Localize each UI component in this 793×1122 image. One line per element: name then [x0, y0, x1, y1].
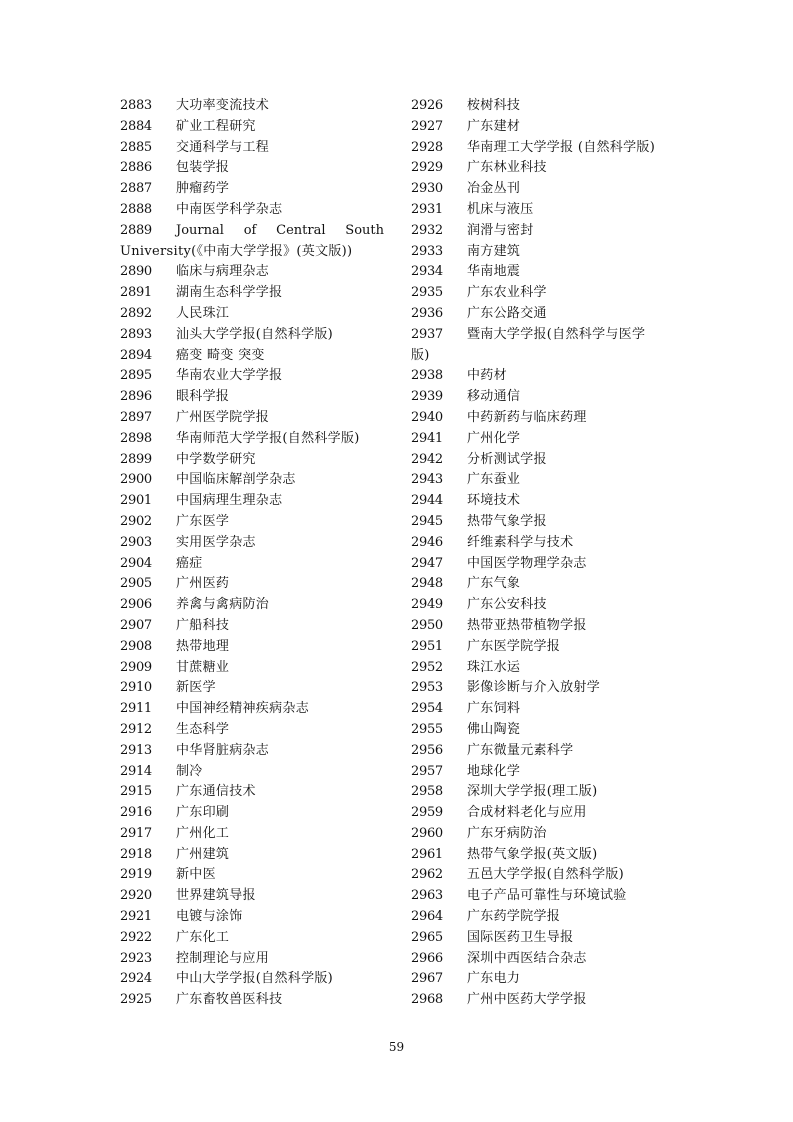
entry-number: 2902: [120, 513, 152, 529]
journal-title: 广船科技: [176, 617, 230, 633]
journal-entry: [120, 595, 385, 616]
journal-entry: [411, 720, 676, 741]
journal-entry: [120, 616, 385, 637]
journal-title: 广州医学院学报: [176, 409, 270, 425]
journal-title: 电镀与涂饰: [176, 909, 243, 925]
journal-entry: [411, 200, 676, 221]
journal-title: 中国临床解剖学杂志: [176, 472, 296, 488]
entry-number: 2945: [411, 513, 443, 529]
entry-number: 2906: [120, 597, 152, 613]
entry-number: 2885: [120, 139, 152, 155]
journal-entry: [411, 408, 676, 429]
journal-title: 五邑大学学报(自然科学版): [467, 867, 625, 883]
journal-entry: [411, 782, 676, 803]
journal-title: 中国医学物理学杂志: [467, 555, 587, 571]
entry-number: 2919: [120, 867, 152, 883]
entry-number: 2900: [120, 472, 152, 488]
journal-entry: [411, 491, 676, 512]
journal-entry: [120, 96, 385, 117]
entry-number: 2918: [120, 846, 152, 862]
entry-number: 2960: [411, 825, 443, 841]
entry-number: 2955: [411, 721, 443, 737]
journal-entry: [411, 886, 676, 907]
journal-entry: [120, 200, 385, 221]
entry-number: 2962: [411, 867, 443, 883]
journal-entry: [411, 616, 676, 637]
journal-entry: [120, 741, 385, 762]
entry-number: 2920: [120, 888, 152, 904]
journal-title: 癌症: [176, 555, 203, 571]
journal-entry: [120, 803, 385, 824]
entry-number: 2893: [120, 326, 152, 342]
entry-number: 2912: [120, 721, 152, 737]
journal-entry: [120, 408, 385, 429]
journal-title: 纤维素科学与技术: [467, 534, 574, 550]
journal-entry: [411, 117, 676, 138]
entry-number: 2907: [120, 617, 152, 633]
journal-entry: [120, 782, 385, 803]
journal-title: 南方建筑: [467, 243, 521, 259]
entry-number: 2943: [411, 472, 443, 488]
journal-entry: [411, 678, 676, 699]
journal-entry: [120, 949, 385, 970]
journal-entry: [120, 429, 385, 450]
right-journal-list: [411, 96, 676, 1011]
journal-entry: [411, 387, 676, 408]
journal-title: 广东气象: [467, 576, 521, 592]
journal-title: 肿瘤药学: [176, 181, 230, 197]
entry-number: 2933: [411, 243, 443, 259]
journal-entry: [411, 699, 676, 720]
journal-entry: [120, 366, 385, 387]
entry-number: 2939: [411, 389, 443, 405]
journal-title: 新中医: [176, 867, 216, 883]
journal-title: 移动通信: [467, 389, 521, 405]
journal-title: 养禽与禽病防治: [176, 597, 270, 613]
journal-title: 华南理工大学学报 (自然科学版): [467, 139, 656, 155]
entry-number: 2921: [120, 909, 152, 925]
journal-entry: [120, 865, 385, 886]
journal-title: 广东通信技术: [176, 784, 256, 800]
entry-number: 2909: [120, 659, 152, 675]
journal-title: 中药新药与临床药理: [467, 409, 587, 425]
journal-title: 广州中医药大学学报: [467, 992, 587, 1008]
entry-number: 2915: [120, 784, 152, 800]
entry-number: 2897: [120, 409, 152, 425]
entry-number: 2911: [120, 701, 152, 717]
journal-entry: [411, 845, 676, 866]
journal-title: 新医学: [176, 680, 216, 696]
journal-title: 热带气象学报: [467, 513, 547, 529]
journal-entry: [411, 470, 676, 491]
journal-title: 广东医学: [176, 513, 230, 529]
journal-title: 冶金丛刊: [467, 181, 521, 197]
entry-number: 2959: [411, 805, 443, 821]
journal-title: 世界建筑导报: [176, 888, 256, 904]
entry-number: 2889: [120, 222, 152, 238]
journal-title: 广东蚕业: [467, 472, 521, 488]
journal-title: 电子产品可靠性与环境试验: [467, 888, 627, 904]
journal-title: 佛山陶瓷: [467, 721, 521, 737]
journal-title: 机床与液压: [467, 201, 534, 217]
journal-entry: [411, 366, 676, 387]
entry-number: 2954: [411, 701, 443, 717]
entry-number: 2963: [411, 888, 443, 904]
journal-title: 地球化学: [467, 763, 521, 779]
entry-number: 2922: [120, 929, 152, 945]
journal-entry: [411, 262, 676, 283]
journal-entry: [120, 762, 385, 783]
entry-number: 2966: [411, 950, 443, 966]
journal-entry: [411, 865, 676, 886]
journal-entry: [120, 325, 385, 346]
journal-entry: [411, 283, 676, 304]
journal-entry: [120, 824, 385, 845]
entry-number: 2887: [120, 181, 152, 197]
journal-entry: [120, 138, 385, 159]
entry-number: 2942: [411, 451, 443, 467]
journal-entry: [120, 283, 385, 304]
journal-title: 广东微量元素科学: [467, 742, 574, 758]
journal-entry: [411, 637, 676, 658]
journal-title: 广东印刷: [176, 805, 230, 821]
journal-entry: [411, 741, 676, 762]
journal-entry: [120, 262, 385, 283]
journal-title: 大功率变流技术: [176, 98, 270, 113]
entry-number: 2940: [411, 409, 443, 425]
journal-title: 广东药学院学报: [467, 909, 561, 925]
entry-number: 2917: [120, 825, 152, 841]
entry-number: 2938: [411, 368, 443, 384]
journal-entry: [411, 179, 676, 200]
journal-title: 包装学报: [176, 160, 230, 176]
journal-entry: [120, 450, 385, 471]
journal-entry: [120, 221, 385, 242]
journal-entry: [120, 969, 385, 990]
entry-number: 2898: [120, 430, 152, 446]
journal-title: 中华肾脏病杂志: [176, 742, 270, 758]
journal-entry: [411, 242, 676, 263]
journal-title: 广东饲料: [467, 701, 521, 717]
journal-title: 深圳中西医结合杂志: [467, 950, 587, 966]
entry-number: 2888: [120, 201, 152, 217]
entry-number: 2941: [411, 430, 443, 446]
journal-entry: [411, 450, 676, 471]
journal-title: 广东建材: [467, 118, 521, 134]
journal-entry: [120, 637, 385, 658]
entry-number: 2967: [411, 971, 443, 987]
journal-title: 实用医学杂志: [176, 534, 256, 550]
journal-title: 中国神经精神疾病杂志: [176, 701, 310, 717]
entry-number: 2908: [120, 638, 152, 654]
journal-title: 人民珠江: [176, 305, 230, 321]
entry-number: 2930: [411, 181, 443, 197]
entry-number: 2903: [120, 534, 152, 550]
journal-title: 广州化学: [467, 430, 521, 446]
journal-entry: [411, 304, 676, 325]
entry-number: 2952: [411, 659, 443, 675]
journal-title: 环境技术: [467, 493, 521, 509]
journal-entry: [411, 762, 676, 783]
journal-entry: [120, 242, 385, 263]
entry-number: 2892: [120, 305, 152, 321]
journal-entry: [120, 533, 385, 554]
entry-number: 2895: [120, 368, 152, 384]
entry-number: 2928: [411, 139, 443, 155]
entry-number: 2916: [120, 805, 152, 821]
journal-entry: [411, 138, 676, 159]
journal-title: 中南医学科学杂志: [176, 201, 283, 217]
entry-number: 2886: [120, 160, 152, 176]
journal-entry: [411, 824, 676, 845]
journal-title: 广东化工: [176, 929, 230, 945]
entry-number: 2924: [120, 971, 152, 987]
entry-number: 2949: [411, 597, 443, 613]
entry-number: 2890: [120, 264, 152, 280]
entry-number: 2957: [411, 763, 443, 779]
journal-title: 控制理论与应用: [176, 950, 270, 966]
entry-number: 2968: [411, 992, 443, 1008]
journal-entry: [411, 658, 676, 679]
journal-title: 广东医学院学报: [467, 638, 561, 654]
entry-number: 2937: [411, 326, 443, 342]
journal-entry: [411, 907, 676, 928]
entry-number: 2914: [120, 763, 152, 779]
journal-title: University(《中南大学学报》(英文版)): [120, 243, 353, 259]
journal-entry: [411, 969, 676, 990]
entry-number: 2950: [411, 617, 443, 633]
journal-title: 甘蔗糖业: [176, 659, 230, 675]
journal-title: 广东公路交通: [467, 305, 547, 321]
entry-number: 2896: [120, 389, 152, 405]
journal-entry: [120, 886, 385, 907]
journal-entry: [411, 803, 676, 824]
journal-entry: [411, 574, 676, 595]
entry-number: 2947: [411, 555, 443, 571]
journal-title: 中国病理生理杂志: [176, 493, 283, 509]
entry-number: 2958: [411, 784, 443, 800]
journal-entry: [411, 221, 676, 242]
journal-title: 湖南生态科学学报: [176, 285, 283, 301]
journal-entry: [120, 470, 385, 491]
entry-number: 2935: [411, 285, 443, 301]
journal-title: 广东林业科技: [467, 160, 547, 176]
journal-entry: [411, 346, 676, 367]
journal-entry: [120, 179, 385, 200]
journal-title: 制冷: [176, 763, 203, 779]
entry-number: 2948: [411, 576, 443, 592]
entry-number: 2901: [120, 493, 152, 509]
journal-entry: [120, 699, 385, 720]
journal-title: 华南师范大学学报(自然科学版): [176, 430, 360, 446]
entry-number: 2956: [411, 742, 443, 758]
entry-number: 2891: [120, 285, 152, 301]
journal-entry: [411, 554, 676, 575]
left-journal-list: [120, 96, 385, 1011]
page-number: 59: [388, 1040, 405, 1054]
entry-number: 2904: [120, 555, 152, 571]
journal-entry: [120, 158, 385, 179]
journal-entry: [120, 512, 385, 533]
journal-title: 广州医药: [176, 576, 230, 592]
journal-entry: [411, 595, 676, 616]
entry-number: 2934: [411, 264, 443, 280]
journal-entry: [411, 512, 676, 533]
journal-entry: [120, 907, 385, 928]
journal-title: 广东公安科技: [467, 597, 547, 613]
journal-entry: [411, 158, 676, 179]
entry-number: 2929: [411, 160, 443, 176]
journal-entry: [120, 845, 385, 866]
journal-entry: [120, 658, 385, 679]
journal-title: 矿业工程研究: [176, 118, 256, 134]
entry-number: 2961: [411, 846, 443, 862]
journal-title: 分析测试学报: [467, 451, 547, 467]
journal-title: 热带地理: [176, 638, 230, 654]
entry-number: 2927: [411, 118, 443, 134]
entry-number: 2923: [120, 950, 152, 966]
journal-title: 汕头大学学报(自然科学版): [176, 326, 334, 342]
journal-entry: [120, 678, 385, 699]
journal-entry: [411, 96, 676, 117]
journal-entry: [411, 325, 676, 346]
entry-number: 2931: [411, 201, 443, 217]
journal-title: 临床与病理杂志: [176, 264, 270, 280]
entry-number: 2925: [120, 992, 152, 1008]
journal-entry: [411, 949, 676, 970]
journal-entry: [411, 533, 676, 554]
journal-title: 桉树科技: [467, 98, 521, 113]
journal-title: 热带气象学报(英文版): [467, 846, 598, 862]
journal-entry: [120, 720, 385, 741]
entry-number: 2913: [120, 742, 152, 758]
journal-entry: [120, 346, 385, 367]
journal-title: 热带亚热带植物学报: [467, 617, 587, 633]
journal-title: 交通科学与工程: [176, 139, 270, 155]
journal-title: 中药材: [467, 368, 507, 384]
journal-entry: [120, 574, 385, 595]
entry-number: 2944: [411, 493, 443, 509]
entry-number: 2951: [411, 638, 443, 654]
journal-entry: [411, 928, 676, 949]
journal-title: 广东农业科学: [467, 285, 547, 301]
journal-entry: [120, 990, 385, 1011]
journal-title: 深圳大学学报(理工版): [467, 784, 598, 800]
journal-title: 中山大学学报(自然科学版): [176, 971, 334, 987]
journal-entry: [120, 117, 385, 138]
journal-title: 广东电力: [467, 971, 521, 987]
entry-number: 2899: [120, 451, 152, 467]
journal-entry: [120, 928, 385, 949]
journal-title: 中学数学研究: [176, 451, 256, 467]
journal-title: 广州建筑: [176, 846, 230, 862]
journal-entry: [120, 491, 385, 512]
entry-number: 2965: [411, 929, 443, 945]
entry-number: 2932: [411, 222, 443, 238]
journal-entry: [120, 304, 385, 325]
journal-entry: [411, 429, 676, 450]
journal-title: 华南农业大学学报: [176, 368, 283, 384]
entry-number: 2926: [411, 98, 443, 113]
entry-number: 2894: [120, 347, 152, 363]
entry-number: 2883: [120, 98, 152, 113]
journal-title: 版): [411, 347, 430, 363]
journal-title: 华南地震: [467, 264, 521, 280]
entry-number: 2964: [411, 909, 443, 925]
journal-entry: [120, 554, 385, 575]
journal-title: 影像诊断与介入放射学: [467, 680, 601, 696]
entry-number: 2936: [411, 305, 443, 321]
journal-title: 暨南大学学报(自然科学与医学: [467, 326, 646, 342]
journal-title: 润滑与密封: [467, 222, 534, 238]
journal-title: 国际医药卫生导报: [467, 929, 574, 945]
entry-number: 2884: [120, 118, 152, 134]
journal-title: 珠江水运: [467, 659, 521, 675]
journal-title: 生态科学: [176, 721, 230, 737]
journal-title: 合成材料老化与应用: [467, 805, 587, 821]
journal-entry: [411, 990, 676, 1011]
entry-number: 2905: [120, 576, 152, 592]
journal-title: 眼科学报: [176, 389, 230, 405]
journal-title: 癌变 畸变 突变: [176, 347, 265, 363]
journal-title: 广东牙病防治: [467, 825, 547, 841]
entry-number: 2910: [120, 680, 152, 696]
journal-title: 广东畜牧兽医科技: [176, 992, 283, 1008]
entry-number: 2946: [411, 534, 443, 550]
journal-title: Journal of Central South: [176, 222, 384, 238]
journal-entry: [120, 387, 385, 408]
entry-number: 2953: [411, 680, 443, 696]
journal-title: 广州化工: [176, 825, 230, 841]
